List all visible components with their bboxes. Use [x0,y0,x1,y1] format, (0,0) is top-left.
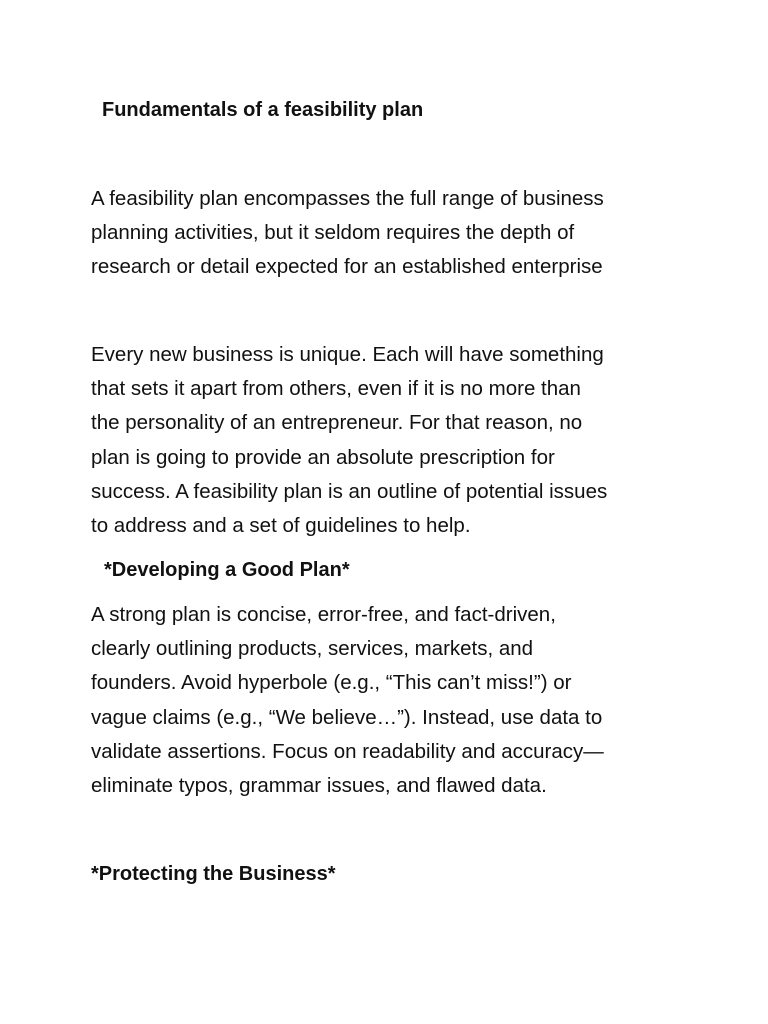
paragraph-line: validate assertions. Focus on readability and accuracy— [91,739,604,763]
paragraph-line: A feasibility plan encompasses the full range of business [91,187,604,210]
paragraph-line: success. A feasibility plan is an outline of potential issues [91,479,608,503]
heading-developing-good-plan: *Developing a Good Plan* [104,559,350,581]
paragraph-line: planning activities, but it seldom requires the depth of [91,221,575,245]
paragraph-line: the personality of an entrepreneur. For that reason, no [91,411,583,435]
paragraph-strong-plan [91,598,681,803]
paragraph-line: research or detail expected for an established enterprise [91,255,603,279]
paragraph-unique-business [91,338,681,543]
paragraph-line: that sets it apart from others, even if it is no more than [91,377,581,401]
paragraph-line: to address and a set of guidelines to help. [91,514,471,538]
paragraph-line: A strong plan is concise, error-free, and fact-driven, [91,603,556,626]
paragraph-line: Every new business is unique. Each will have something [91,343,604,366]
heading-protecting-business: *Protecting the Business* [91,863,336,885]
paragraph-line: plan is going to provide an absolute prescription for [91,445,555,469]
paragraph-line: vague claims (e.g., “We believe…”). Instead, use data to [91,705,603,729]
paragraph-line: clearly outlining products, services, markets, and [91,637,534,661]
paragraph-line: founders. Avoid hyperbole (e.g., “This can’t miss!”) or [91,671,572,695]
paragraph-feasibility-scope [91,182,681,285]
paragraph-line: eliminate typos, grammar issues, and flawed data. [91,774,547,798]
document-title: Fundamentals of a feasibility plan [102,99,424,121]
